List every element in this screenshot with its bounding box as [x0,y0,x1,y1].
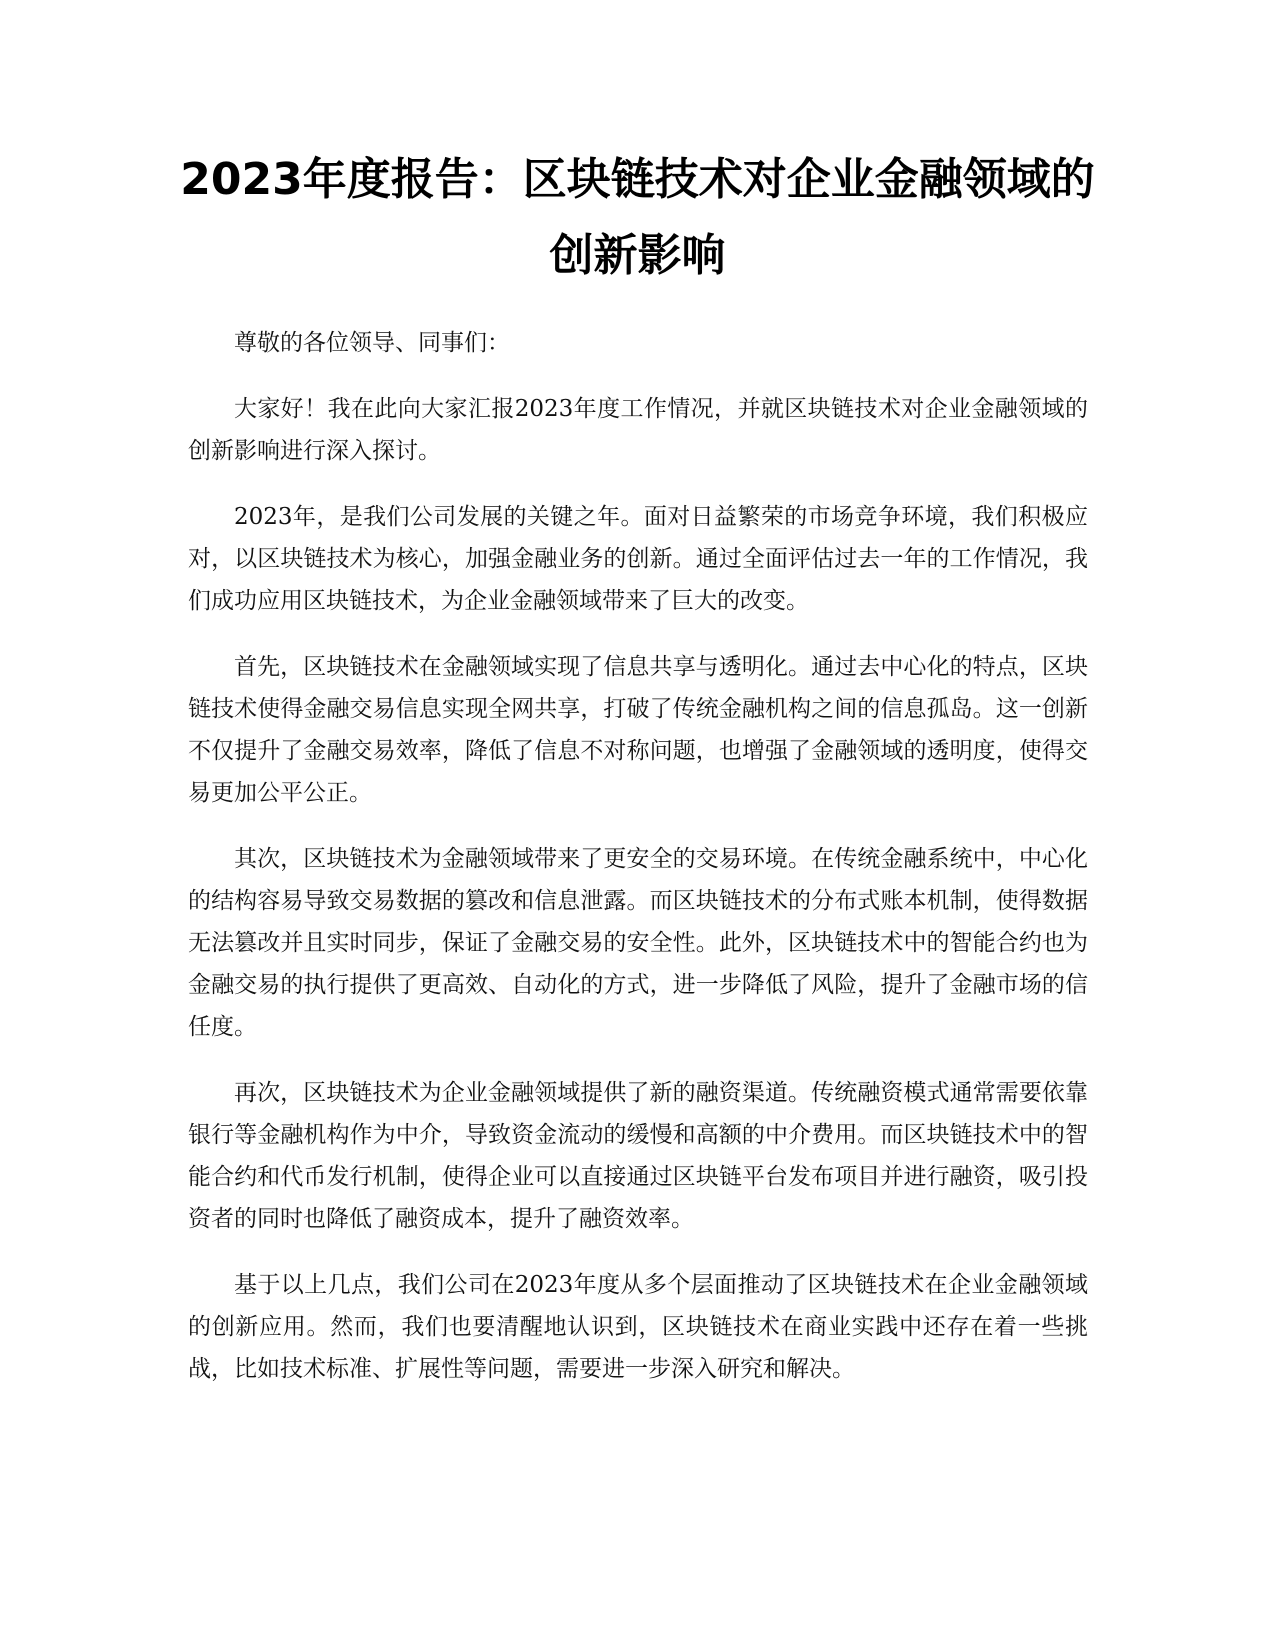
document-body [188,322,1088,1414]
paragraph-second-point: 其次，区块链技术为金融领域带来了更安全的交易环境。在传统金融系统中，中心化的结构容易导致交易数据的篡改和信息泄露。而区块链技术的分布式账本机制，使得数据无法篡改并且实时同步，保证了金融交易的安全性。此外，区块链技术中的智能合约也为金融交易的执行提供了更高效、自动化的方式，进一步降低了风险，提升了金融市场的信任度。 [188,846,1088,1040]
document-title: 2023年度报告：区块链技术对企业金融领域的创新影响 [180,154,1095,281]
paragraph-greeting: 大家好！我在此向大家汇报2023年度工作情况，并就区块链技术对企业金融领域的创新影响进行深入探讨。 [188,396,1088,464]
paragraph-overview: 2023年，是我们公司发展的关键之年。面对日益繁荣的市场竞争环境，我们积极应对，以区块链技术为核心，加强金融业务的创新。通过全面评估过去一年的工作情况，我们成功应用区块链技术，为企业金融领域带来了巨大的改变。 [188,504,1088,614]
paragraph-summary: 基于以上几点，我们公司在2023年度从多个层面推动了区块链技术在企业金融领域的创新应用。然而，我们也要清醒地认识到，区块链技术在商业实践中还存在着一些挑战，比如技术标准、扩展性等问题，需要进一步深入研究和解决。 [188,1272,1088,1382]
paragraph-salutation: 尊敬的各位领导、同事们： [234,330,510,356]
paragraph-third-point: 再次，区块链技术为企业金融领域提供了新的融资渠道。传统融资模式通常需要依靠银行等金融机构作为中介，导致资金流动的缓慢和高额的中介费用。而区块链技术中的智能合约和代币发行机制，使得企业可以直接通过区块链平台发布项目并进行融资，吸引投资者的同时也降低了融资成本，提升了融资效率。 [188,1080,1088,1232]
paragraph-first-point: 首先，区块链技术在金融领域实现了信息共享与透明化。通过去中心化的特点，区块链技术使得金融交易信息实现全网共享，打破了传统金融机构之间的信息孤岛。这一创新不仅提升了金融交易效率，降低了信息不对称问题，也增强了金融领域的透明度，使得交易更加公平公正。 [188,654,1088,806]
